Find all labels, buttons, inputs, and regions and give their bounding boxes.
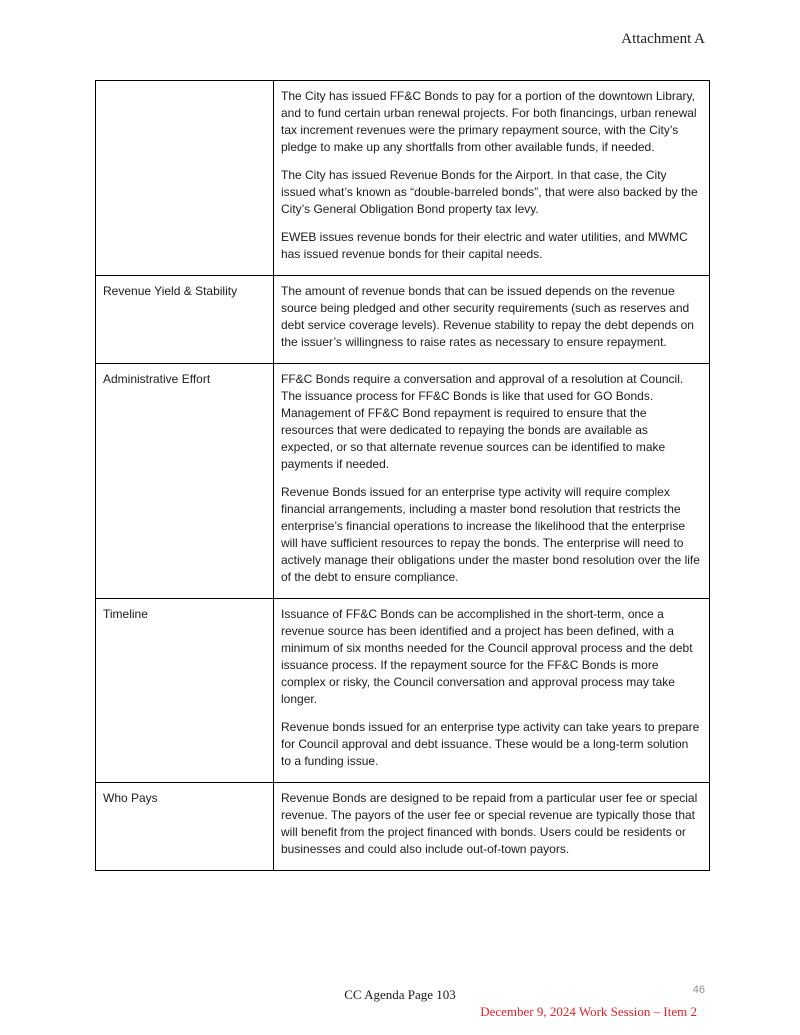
footer-page-number: 46	[692, 984, 705, 996]
footer-agenda-page: CC Agenda Page 103	[344, 987, 456, 1002]
row-content-cell	[274, 276, 710, 364]
cell-paragraph: The City has issued Revenue Bonds for the Airport. In that case, the City issued what’s known as “double-barreled bonds”, that were also backed by the City’s General Obligation Bond property tax levy.	[281, 168, 698, 216]
cell-paragraph: The amount of revenue bonds that can be issued depends on the revenue source being pledged and other security requirements (such as reserves and debt service coverage levels). Revenue stability to repay the debt depends on the issuer’s willingness to raise rates as necessary to ensure repayment.	[281, 284, 694, 349]
row-label-cell: Administrative Effort	[96, 364, 274, 599]
cell-paragraph: Revenue bonds issued for an enterprise type activity can take years to prepare for Council approval and debt issuance. These would be a long-term solution to a funding issue.	[281, 720, 700, 768]
row-label-cell	[96, 81, 274, 276]
row-content-cell	[274, 783, 710, 871]
row-label-cell: Timeline	[96, 599, 274, 783]
cell-paragraph: Issuance of FF&C Bonds can be accomplished in the short-term, once a revenue source has been identified and a project has been defined, with a minimum of six months needed for the Council approval process and the debt issuance process. If the repayment source for the FF&C Bonds is more complex or risky, the Council conversation and approval process may take longer.	[281, 607, 693, 706]
attachment-label: Attachment A	[621, 31, 705, 47]
row-label-cell: Revenue Yield & Stability	[96, 276, 274, 364]
bonds-comparison-table	[95, 80, 710, 871]
table-row	[96, 81, 710, 276]
cell-paragraph: EWEB issues revenue bonds for their electric and water utilities, and MWMC has issued revenue bonds for their capital needs.	[281, 230, 688, 261]
row-content-cell	[274, 599, 710, 783]
cell-paragraph: The City has issued FF&C Bonds to pay for a portion of the downtown Library, and to fund certain urban renewal projects. For both financings, urban renewal tax increment revenues were the primary repayment source, with the City’s pledge to make up any shortfalls from other available funds, if needed.	[281, 89, 697, 154]
row-content-cell	[274, 81, 710, 276]
table-row	[96, 364, 710, 599]
table-row	[96, 276, 710, 364]
row-content-cell	[274, 364, 710, 599]
cell-paragraph: Revenue Bonds are designed to be repaid from a particular user fee or special revenue. The payors of the user fee or special revenue are typically those that will benefit from the project financed with bonds. Users could be residents or businesses and could also include out-of-town payors.	[281, 791, 698, 856]
table-row	[96, 599, 710, 783]
cell-paragraph: Revenue Bonds issued for an enterprise type activity will require complex financial arrangements, including a master bond resolution that restricts the enterprise’s financial operations to increase the likelihood that the enterprise will have sufficient resources to repay the bonds. The enterprise will need to actively manage their obligations under the master bond resolution over the life of the debt to ensure compliance.	[281, 485, 700, 584]
table-row	[96, 783, 710, 871]
footer-session-stamp: December 9, 2024 Work Session – Item 2	[480, 1004, 697, 1019]
row-label-cell: Who Pays	[96, 783, 274, 871]
cell-paragraph: FF&C Bonds require a conversation and approval of a resolution at Council. The issuance process for FF&C Bonds is like that used for GO Bonds. Management of FF&C Bond repayment is required to ensure that the resources that were dedicated to repaying the bonds are available as expected, or so that alternate revenue sources can be identified to make payments if needed.	[281, 372, 684, 471]
